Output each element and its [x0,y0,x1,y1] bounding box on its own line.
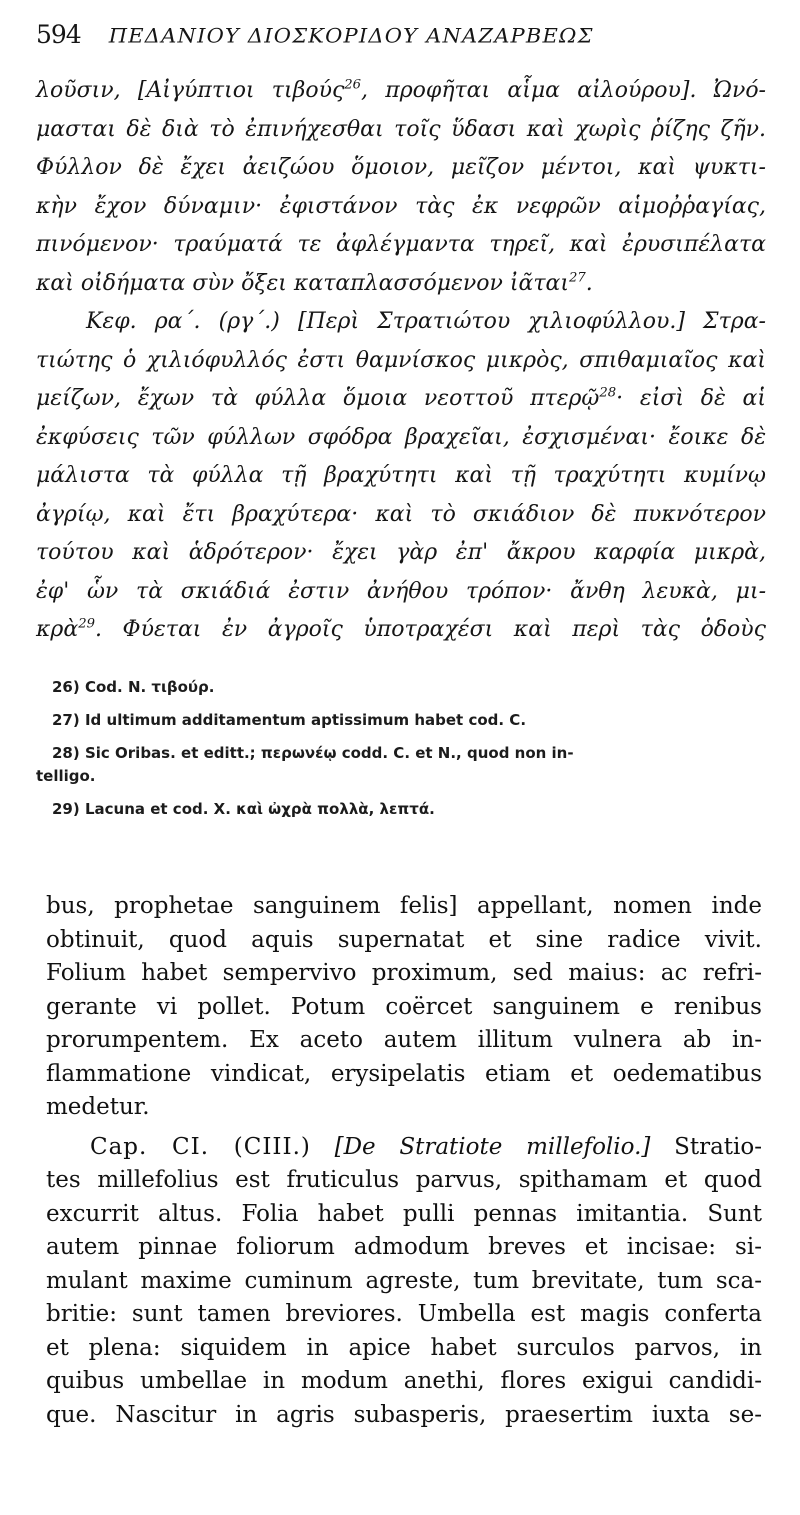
latin-line: excurrit altus. Folia habet pulli pennas imitantia. Sunt [46,1200,762,1227]
footnotes [36,676,772,831]
greek-line: μάλιστα τὰ φύλλα τῇ βραχύτητι καὶ τῇ τραχύτητι κυμίνῳ [36,463,766,488]
greek-line: ἐκφύσεις τῶν φύλλων σφόδρα βραχεῖαι, ἐσχισμέναι· ἔοικε δὲ [36,424,766,450]
latin-line: britie: sunt tamen breviores. Umbella est magis conferta [46,1301,762,1327]
latin-line: flammatione vindicat, erysipelatis etiam et oedematibus [46,1060,762,1087]
latin-line: quibus umbellae in modum anethi, flores exigui candidi- [46,1368,762,1394]
greek-line: ἀγρίῳ, καὶ ἔτι βραχύτερα· καὶ τὸ σκιάδιον δὲ πυκνότερον [36,501,766,527]
greek-line: μείζων, ἔχων τὰ φύλλα ὅμοια νεοττοῦ πτερῷ$^{28}$· εἰσὶ δὲ αἱ [36,385,766,411]
latin-line: medetur. [46,1094,150,1120]
running-head [36,20,766,62]
greek-line: Φύλλον δὲ ἔχει ἀειζώου ὅμοιον, μεῖζον μέντοι, καὶ ψυκτι- [36,155,766,180]
running-title: ΠΕΔΑΝΙΟΥ ΔΙΟΣΚΟΡΙΔΟΥ ΑΝΑΖΑΡΒΕΩΣ [108,24,594,48]
latin-line: gerante vi pollet. Potum coërcet sanguinem e renibus [46,993,762,1020]
page-number: 594 [36,20,81,49]
latin-line: Folium habet sempervivo proximum, sed maius: ac refri- [46,960,762,986]
footnote: 26) Cod. N. τιβούρ. [52,678,215,696]
footnote: 28) Sic Oribas. et editt.; περωνέῳ codd. C. et N., quod non in- telligo. [36,744,574,785]
latin-line: autem pinnae foliorum admodum breves et incisae: si- [46,1234,762,1260]
footnote-ref: 27 [569,270,586,286]
latin-line: tes millefolius est fruticulus parvus, spithamam et quod [46,1167,762,1193]
greek-line: ἐφ' ὧν τὰ σκιάδιά ἐστιν ἀνήθου τρόπον· ἄνθη λευκὰ, μι- [36,578,766,604]
latin-line: et plena: siquidem in apice habet surculos parvos, in [46,1334,762,1361]
greek-text-block [36,72,766,650]
latin-line: que. Nascitur in agris subasperis, praesertim iuxta se- [46,1401,762,1428]
greek-line: πινόμενον· τραύματά τε ἀφλέγμαντα τηρεῖ, καὶ ἐρυσιπέλατα [36,232,766,257]
latin-text-block [46,890,762,1432]
footnote-ref: 26 [344,77,362,93]
greek-line: λοῦσιν, [Αἰγύπτιοι τιβούς$^{26}$, προφῆται αἷμα αἰλούρου]. Ὠνό- [36,77,766,103]
latin-line: prorumpentem. Ex aceto autem illitum vulnera ab in- [46,1027,762,1053]
footnote: 27) Id ultimum additamentum aptissimum habet cod. C. [52,711,527,729]
greek-line: μασται δὲ διὰ τὸ ἐπινήχεσθαι τοῖς ὕδασι καὶ χωρὶς ῥίζης ζῆν. [36,116,766,142]
greek-line: κὴν ἔχον δύναμιν· ἐφιστάνον τὰς ἐκ νεφρῶν αἱμοῤῥαγίας, [36,193,766,219]
latin-line: bus, prophetae sanguinem felis] appellant, nomen inde [46,893,762,919]
greek-line: καὶ οἰδήματα σὺν ὄξει καταπλασσόμενον ἰᾶται$^{27}$. [36,270,593,296]
greek-chapter-heading: Κεφ. ρα΄. (ργ΄.) [Περὶ Στρατιώτου χιλιοφύλλου.] Στρα- [86,309,766,334]
latin-line: mulant maxime cuminum agreste, tum brevitate, tum sca- [46,1267,762,1294]
greek-line: τούτου καὶ ἁδρότερον· ἔχει γὰρ ἐπ' ἄκρου καρφία μικρὰ, [36,540,766,565]
latin-line: obtinuit, quod aquis supernatat et sine radice vivit. [46,926,762,953]
greek-line: κρὰ$^{29}$. Φύεται ἐν ἀγροῖς ὑποτραχέσι καὶ περὶ τὰς ὁδοὺς [36,616,766,642]
greek-line: τιώτης ὁ χιλιόφυλλός ἐστι θαμνίσκος μικρὸς, σπιθαμιαῖος καὶ [36,347,766,373]
footnote: 29) Lacuna et cod. X. καὶ ὠχρὰ πολλὰ, λεπτά. [52,800,435,818]
footnote-ref: 28 [599,385,617,401]
latin-chapter-heading: Cap. CI. (CIII.) [De Stratiote millefolio.] Stratio- [90,1133,763,1160]
footnote-ref: 29 [78,616,95,632]
